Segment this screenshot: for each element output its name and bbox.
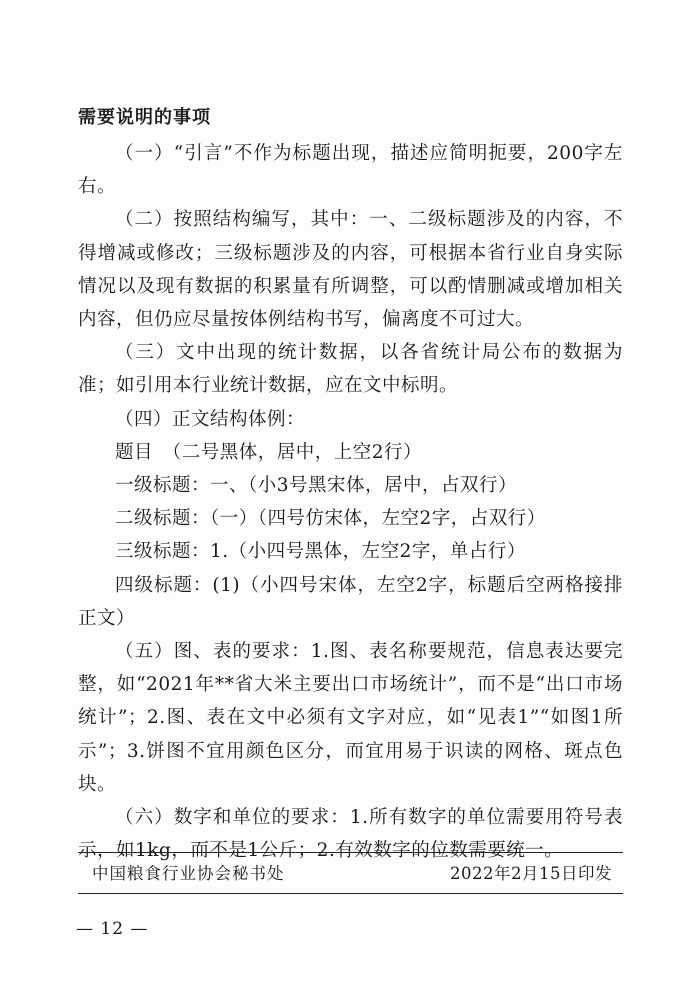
document-body xyxy=(78,137,623,867)
note-item-4: （四）正文结构体例： xyxy=(115,408,306,430)
structure-example-level-2: 二级标题：（一）（四号仿宋体，左空2字，占双行） xyxy=(115,508,546,530)
note-item-2: （二）按照结构编写，其中：一、二级标题涉及的内容，不得增减或修改；三级标题涉及的内容，可根据本省行业自身实际情况以及现有数据的积累量有所调整，可以酌情删减或增加相关内容，但仍应尽量按体例结构书写，偏离度不可过大。 xyxy=(78,209,623,331)
section-heading: 需要说明的事项 xyxy=(78,107,211,128)
footer-top-rule xyxy=(78,852,623,853)
footer-bottom-rule xyxy=(78,893,623,894)
structure-example-level-1: 一级标题：一、（小3号黑宋体，居中，占双行） xyxy=(115,475,518,497)
structure-example-level-3: 三级标题：1.（小四号黑体，左空2字，单占行） xyxy=(115,541,526,563)
structure-example-level-4: 四级标题：(1)（小四号宋体，左空2字，标题后空两格接排正文） xyxy=(78,574,623,629)
note-item-6: （六）数字和单位的要求：1.所有数字的单位需要用符号表示，如1kg，而不是1公斤；2.有效数字的位数需要统一。 xyxy=(78,807,623,862)
page-number: — 12 — xyxy=(76,919,149,939)
footer-issue-date: 2022年2月15日印发 xyxy=(450,864,612,883)
structure-example-title: 题目 （二号黑体，居中，上空2行） xyxy=(115,441,423,463)
note-item-5: （五）图、表的要求：1.图、表名称要规范，信息表达要完整，如“2021年**省大米主要出口市场统计”，而不是“出口市场统计”；2.图、表在文中必须有文字对应，如“见表1”“如图1所示”；3.饼图不宜用颜色区分，而宜用易于识读的网格、斑点色块。 xyxy=(78,641,623,795)
note-item-3: （三）文中出现的统计数据，以各省统计局公布的数据为准；如引用本行业统计数据，应在文中标明。 xyxy=(78,342,623,397)
footer-issuer: 中国粮食行业协会秘书处 xyxy=(92,864,285,883)
note-item-1: （一）“引言”不作为标题出现，描述应简明扼要，200字左右。 xyxy=(78,143,623,198)
